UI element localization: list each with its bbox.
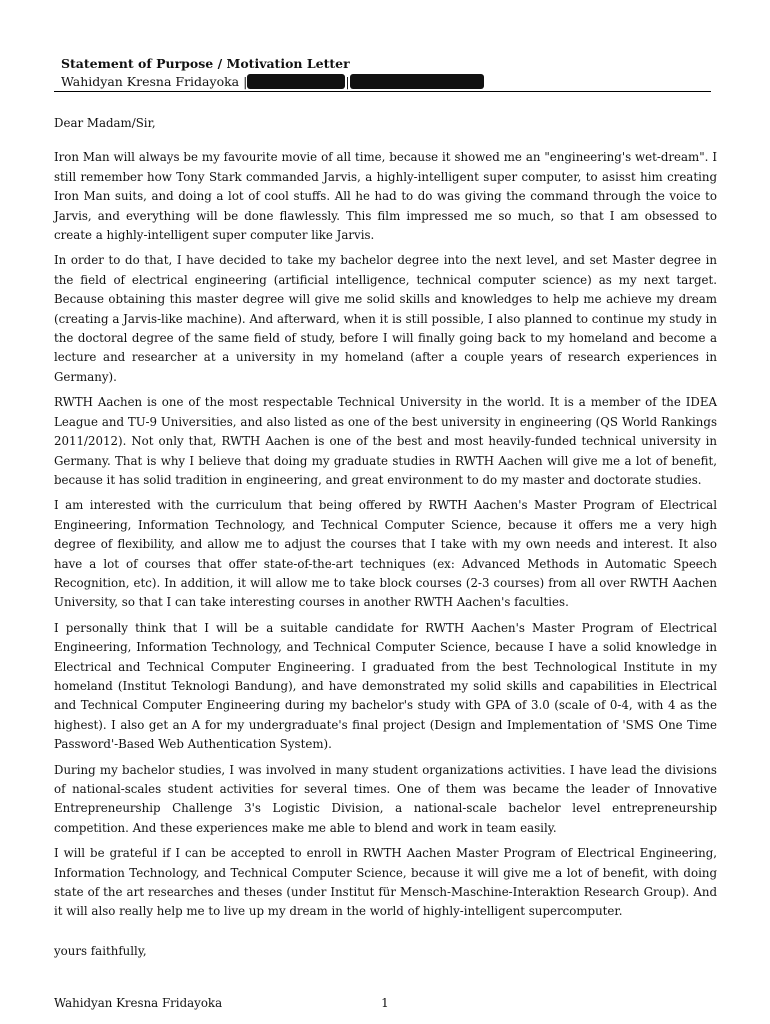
- closing: yours faithfully,: [54, 943, 147, 958]
- letter-header: [54, 56, 711, 92]
- document-title: Statement of Purpose / Motivation Letter: [61, 56, 350, 71]
- paragraph: RWTH Aachen is one of the most respectable Technical University in the world. It is a member of the IDEA League and TU-9 Universities, and also listed as one of the best university in engineering (QS World Rankings 2011/2012). Not only that, RWTH Aachen is one of the best and most heavily-funded technical university in Germany. That is why I believe that doing my graduate studies in RWTH Aachen will give me a lot of benefit, because it has solid tradition in engineering, and great environment to do my master and doctorate studies.: [54, 395, 717, 487]
- author-line: [54, 74, 711, 92]
- signature: Wahidyan Kresna Fridayoka: [54, 996, 223, 1011]
- page-number: 1: [381, 996, 389, 1010]
- separator: |: [345, 74, 350, 89]
- letter-body: [54, 114, 717, 1020]
- separator: |: [243, 74, 248, 89]
- author-name: Wahidyan Kresna Fridayoka: [61, 74, 240, 89]
- paragraph: During my bachelor studies, I was involved in many student organizations activities. I have lead the divisions of national-scales student activities for several times. One of them was became the leader of Innovative Entrepreneurship Challenge 3's Logistic Division, a national-scale bachelor level entrepreneurship competition. And these experiences make me able to blend and work in team easily.: [54, 762, 717, 835]
- greeting: Dear Madam/Sir,: [54, 116, 156, 130]
- redacted-block: [247, 74, 345, 89]
- paragraph: I will be grateful if I can be accepted to enroll in RWTH Aachen Master Program of Electrical Engineering, Information Technology, and Technical Computer Science, because it will give me a lot of benefit, with doing state of the art researches and theses (under Institut für Mensch-Maschine-Interaktion Research Group). And it will also really help me to live up my dream in the world of highly-intelligent supercomputer.: [54, 846, 717, 919]
- redacted-block: [350, 74, 484, 89]
- paragraph: I personally think that I will be a suitable candidate for RWTH Aachen's Master Program of Electrical Engineering, Information Technology, and Technical Computer Science, because I have a solid knowledge in Electrical and Technical Computer Engineering. I graduated from the best Technological Institute in my homeland (Institut Teknologi Bandung), and have demonstrated my solid skills and capabilities in Electrical and Technical Computer Engineering during my bachelor's study with GPA of 3.0 (scale of 0-4, with 4 as the highest). I also get an A for my undergraduate's final project (Design and Implementation of 'SMS One Time Password'-Based Web Authentication System).: [54, 620, 717, 752]
- paragraph: Iron Man will always be my favourite movie of all time, because it showed me an "engineering's wet-dream". I still remember how Tony Stark commanded Jarvis, a highly-intelligent super computer, to asisst him creating Iron Man suits, and doing a lot of cool stuffs. All he had to do was giving the command through the voice to Jarvis, and everything will be done flawlessly. This film impressed me so much, so that I am obsessed to create a highly-intelligent super computer like Jarvis.: [54, 150, 717, 243]
- paragraph: In order to do that, I have decided to take my bachelor degree into the next level, and set Master degree in the field of electrical engineering (artificial intelligence, technical computer science) as my next target. Because obtaining this master degree will give me solid skills and knowledges to help me achieve my dream (creating a Jarvis-like machine). And afterward, when it is still possible, I also planned to continue my study in the doctoral degree of the same field of study, before I will finally going back to my homeland and become a lecture and researcher at a university in my homeland (after a couple years of research experiences in Germany).: [54, 253, 717, 384]
- paragraph: I am interested with the curriculum that being offered by RWTH Aachen's Master Program of Electrical Engineering, Information Technology, and Technical Computer Science, because it offers me a very high degree of flexibility, and allow me to adjust the courses that I take with my own needs and interest. It also have a lot of courses that offer state-of-the-art techniques (ex: Advanced Methods in Automatic Speech Recognition, etc). In addition, it will allow me to take block courses (2-3 courses) from all over RWTH Aachen University, so that I can take interesting courses in another RWTH Aachen's faculties.: [54, 498, 717, 610]
